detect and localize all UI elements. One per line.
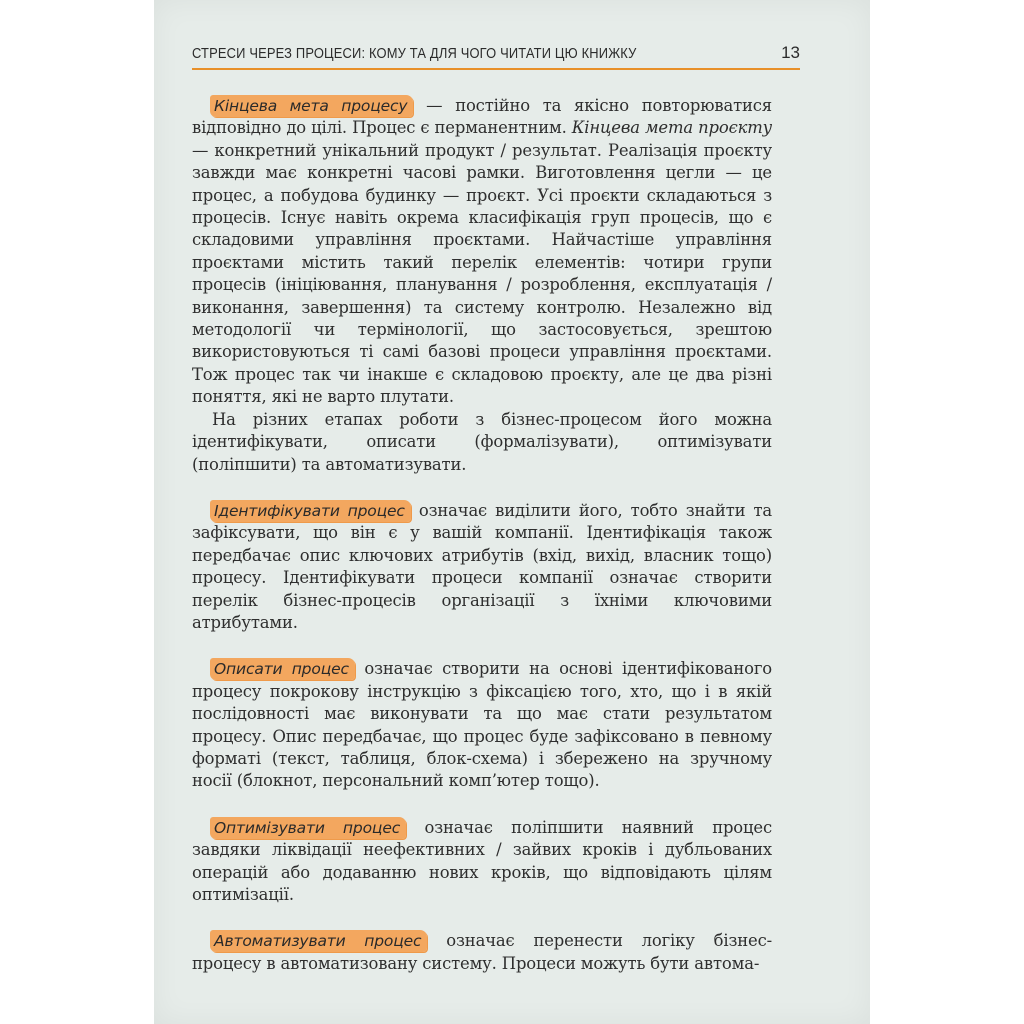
- paragraph-final-goal: [192, 95, 772, 409]
- paragraph-stages: На різних етапах роботи з бізнес-процесом його можна ідентифікувати, описати (формалізувати), оптимізувати (поліпшити) та автоматизувати.: [192, 409, 772, 474]
- highlighted-term: Автоматизувати процес: [210, 930, 427, 952]
- highlighted-term: Кінцева мета процесу: [210, 95, 413, 117]
- paragraph-identify: [192, 500, 772, 634]
- highlighted-term: Ідентифікувати процес: [210, 500, 411, 522]
- page-number: 13: [781, 43, 800, 62]
- paragraph-text: означає перенести логіку бізнес-процесу в автоматизовану систему. Процеси можуть бути автома-: [192, 931, 772, 973]
- paragraph-text: — конкретний унікальний продукт / результат. Реалізація проєкту завжди має конкретні часові рамки. Виготовлення цегли — це процес, а побудова будинку — проєкт. Усі проєкти складаються з процесів. Існує навіть окрема класифікація груп процесів, що є складовими управління проєктами. Найчастіше управління проєктами містить такий перелік елементів: чотири групи процесів (ініціювання, планування / розроблення, експлуатація / виконання, завершення) та систему контролю. Незалежно від методології чи термінології, що застосовується, зрештою використовуються ті самі базові процеси управління проєктами. Тож процес так чи інакше є складовою проєкту, але це два різні поняття, які не варто плутати.: [192, 140, 772, 407]
- paragraph-automate: [192, 930, 772, 975]
- chapter-title: СТРЕСИ ЧЕРЕЗ ПРОЦЕСИ: КОМУ ТА ДЛЯ ЧОГО ЧИТАТИ ЦЮ КНИЖКУ: [192, 45, 637, 62]
- paragraph-text: означає створити на основі ідентифікованого процесу покрокову інструкцію з фіксацією того, хто, що і в якій послідовності має виконувати та що має стати результатом процесу. Опис передбачає, що процес буде зафіксовано в певному форматі (текст, таблиця, блок-схема) і збережено на зручному носії (блокнот, персональний комп’ютер тощо).: [192, 659, 772, 791]
- page-body: [192, 95, 772, 975]
- highlighted-term: Описати процес: [210, 658, 355, 680]
- highlighted-term: Оптимізувати процес: [210, 817, 406, 839]
- paragraph-text: — постійно та якісно повторюватися відповідно до цілі. Процес є перманентним.: [192, 96, 772, 138]
- paragraph-text: означає поліпшити наявний процес завдяки ліквідації неефективних / зайвих кроків і дубльованих операцій або додаванню нових кроків, що відповідають цілям оптимізації.: [192, 817, 772, 904]
- paragraph-text: означає виділити його, тобто знайти та зафіксувати, що він є у вашій компанії. Ідентифікація також передбачає опис ключових атрибутів (вхід, вихід, власник тощо) процесу. Ідентифікувати процеси компанії означає створити перелік бізнес-процесів організації з їхніми ключовими атрибутами.: [192, 500, 773, 632]
- italic-term: Кінцева мета проєкту: [571, 118, 772, 138]
- paragraph-optimize: [192, 817, 772, 907]
- paragraph-describe: [192, 658, 772, 792]
- running-header: [192, 40, 800, 70]
